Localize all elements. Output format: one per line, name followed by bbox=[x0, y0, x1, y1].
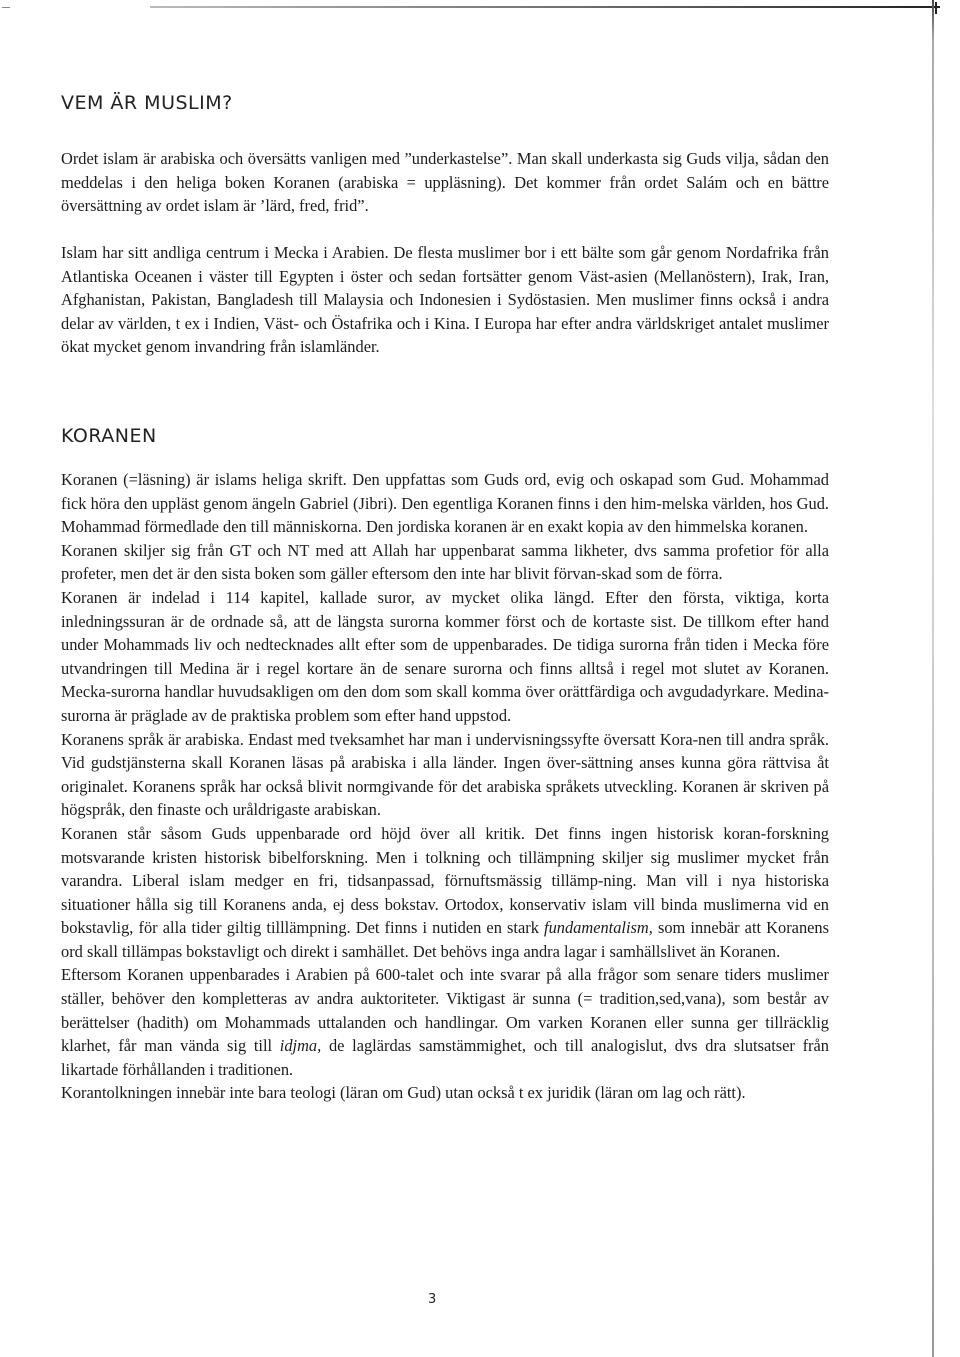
section-heading-koranen: KORANEN bbox=[61, 425, 157, 447]
paragraph-114-kapitel: Koranen är indelad i 114 kapitel, kallade suror, av mycket olika längd. Efter den första, viktiga, korta inledningssuran är de ordnade så, att de längsta surorna kommer först och de kortaste sist. De tillkom efter hand under Mohammads liv och nedtecknades allt efter som de uppenbarades. De tidiga surorna från tiden i Mecka före utvandringen till Medina är i regel kortare än de senare surorna och finns alltså i regel mot slutet av Koranen. Mecka-surorna handlar huvudsakligen om den dom som skall komma över orättfärdiga och avgudadyrkare. Medina-surorna är präglade av de praktiska problem som efter hand uppstod. bbox=[61, 587, 829, 725]
paragraph-koranen-lasning: Koranen (=läsning) är islams heliga skrift. Den uppfattas som Guds ord, evig och oskapad som Gud. Mohammad fick höra den uppläst genom ängeln Gabriel (Jibri). Den egentliga Koranen finns i den him-melska världen, hos Gud. Mohammad förmedlade den till människorna. Den jordiska koranen är en exakt kopia av den himmelska koranen. bbox=[61, 470, 829, 537]
scan-artifact-top-line bbox=[150, 6, 940, 8]
text-fragment: Eftersom Koranen uppenbarades i Arabien på 600-talet och inte svarar på alla frågor som senare tiders muslimer ställer, behöver den kompletteras av andra auktoriteter. Viktigast är sunna (= tradition,sed,vana), som består av berättelser (hadith) om Mohammads uttalanden och handlingar. Om varken Koranen eller sunna ger tillräcklig klarhet, får man vända sig till bbox=[61, 965, 829, 1056]
scan-artifact-right-edge bbox=[932, 0, 934, 1357]
text-fragment: som innebär att Koranens ord skall tillämpas bokstavligt och direkt i samhället. Det behövs inga andra lagar i samhällslivet än Koranen. bbox=[61, 918, 829, 961]
paragraph-fundamentalism bbox=[61, 822, 829, 964]
section2-body bbox=[61, 468, 829, 1105]
section1-intro bbox=[61, 147, 829, 218]
paragraph-sunna-idjma bbox=[61, 963, 829, 1081]
paragraph-koranens-sprak: Koranens språk är arabiska. Endast med tveksamhet har man i undervisningssyfte översatt Kora-nen till andra språk. Vid gudstjänsterna skall Koranen läsas på arabiska i alla länder. Ingen över-sättning anses kunna göra rättvisa åt originalet. Koranens språk har också blivit normgivande för det arabiska språkets utveckling. Koranen är skriven på högspråk, den finaste och uråldrigaste arabiskan. bbox=[61, 729, 829, 820]
page-number: 3 bbox=[428, 1292, 437, 1307]
scan-artifact-left bbox=[2, 7, 10, 8]
section-heading-vem-ar-muslim: VEM ÄR MUSLIM? bbox=[61, 92, 233, 114]
paragraph-gt-nt: Koranen skiljer sig från GT och NT med att Allah har uppenbarat samma likheter, dvs samma profetior för alla profeter, men det är den sista boken som gäller eftersom den inte har blivit förvan-skad som de förra. bbox=[61, 540, 829, 584]
text-fragment: de laglärdas samstämmighet, och till analogislut, dvs dra slutsatser från likartade förhållanden i traditionen. bbox=[61, 1036, 829, 1079]
text-fragment: Koranen står såsom Guds uppenbarade ord höjd över all kritik. Det finns ingen historisk koran-forskning motsvarande kristen historisk bibelforskning. Men i tolkning och tillämpning skiljer sig muslimer mycket från varandra. Liberal islam medger en fri, tidsanpassad, förnuftsmässig tillämp-ning. Man vill i nya historiska situationer hålla sig till Koranens anda, ej dess bokstav. Ortodox, konservativ islam vill binda muslimerna vid en bokstavlig, för alla tider giltig tilllämpning. Det finns i nutiden en stark bbox=[61, 823, 829, 938]
paragraph-korantolkningen: Korantolkningen innebär inte bara teologi (läran om Gud) utan också t ex juridik (läran om lag och rätt). bbox=[61, 1083, 746, 1103]
paragraph-islam-centrum: Islam har sitt andliga centrum i Mecka i Arabien. De flesta muslimer bor i ett bälte som går genom Nordafrika från Atlantiska Oceanen i väster till Egypten i öster och sedan fortsätter genom Väst-asien (Mellanöstern), Irak, Iran, Afghanistan, Pakistan, Bangladesh till Malaysia och Indonesien i Sydöstasien. Men muslimer finns också i andra delar av världen, t ex i Indien, Väst- och Östafrika och i Kina. I Europa har efter andra världskriget antalet muslimer ökat mycket genom invandring från islamländer. bbox=[61, 243, 829, 357]
emphasis-idjma: idjma, bbox=[279, 1036, 322, 1056]
scan-artifact-corner bbox=[925, 2, 937, 14]
paragraph-ordet-islam: Ordet islam är arabiska och översätts vanligen med ”underkastelse”. Man skall underkasta sig Guds vilja, sådan den meddelas i den heliga boken Koranen (arabiska = uppläsning). Det kommer från ordet Salám och en bättre översättning av ordet islam är ’lärd, fred, frid”. bbox=[61, 149, 829, 216]
emphasis-fundamentalism: fundamentalism, bbox=[544, 918, 653, 938]
section1-body bbox=[61, 241, 829, 359]
